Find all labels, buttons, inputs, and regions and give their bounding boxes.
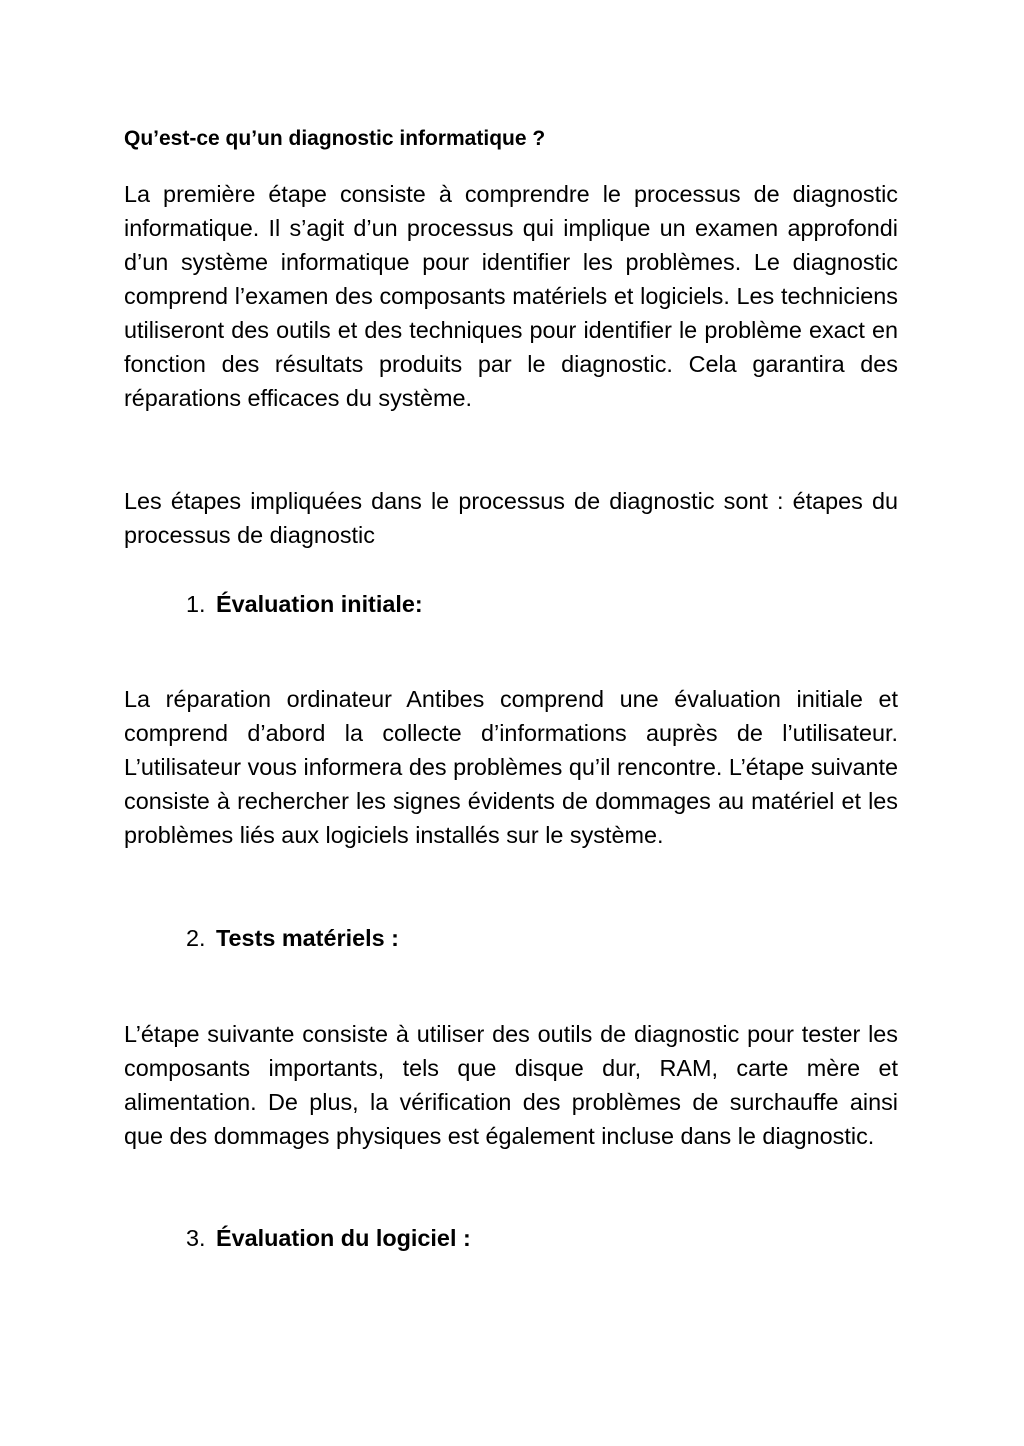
steps-intro-paragraph: Les étapes impliquées dans le processus de diagnostic sont : étapes du processus de diagnostic <box>124 488 898 548</box>
step-2-heading <box>186 921 399 955</box>
step-3-heading <box>186 1221 471 1255</box>
step-1-number: 1. <box>186 591 206 617</box>
step-2-label: Tests matériels : <box>216 925 399 951</box>
step-3-number: 3. <box>186 1225 206 1251</box>
step-2-paragraph: L’étape suivante consiste à utiliser des outils de diagnostic pour tester les composants importants, tels que disque dur, RAM, carte mère et alimentation. De plus, la vérification des problèmes de surchauffe ainsi que des dommages physiques est également incluse dans le diagnostic. <box>124 1021 898 1149</box>
step-2-number: 2. <box>186 925 206 951</box>
intro-paragraph: La première étape consiste à comprendre le processus de diagnostic informatique. Il s’agit d’un processus qui implique un examen approfondi d’un système informatique pour identifier les problèmes. Le diagnostic comprend l’examen des composants matériels et logiciels. Les techniciens utiliseront des outils et des techniques pour identifier le problème exact en fonction des résultats produits par le diagnostic. Cela garantira des réparations efficaces du système. <box>124 181 898 411</box>
step-1-heading <box>186 587 423 621</box>
step-3-label: Évaluation du logiciel : <box>216 1225 471 1251</box>
step-1-label: Évaluation initiale: <box>216 591 423 617</box>
document-page <box>124 0 898 1446</box>
document-title: Qu’est-ce qu’un diagnostic informatique ? <box>124 127 546 150</box>
step-1-paragraph: La réparation ordinateur Antibes comprend une évaluation initiale et comprend d’abord la collecte d’informations auprès de l’utilisateur. L’utilisateur vous informera des problèmes qu’il rencontre. L’étape suivante consiste à rechercher les signes évidents de dommages au matériel et les problèmes liés aux logiciels installés sur le système. <box>124 686 898 848</box>
